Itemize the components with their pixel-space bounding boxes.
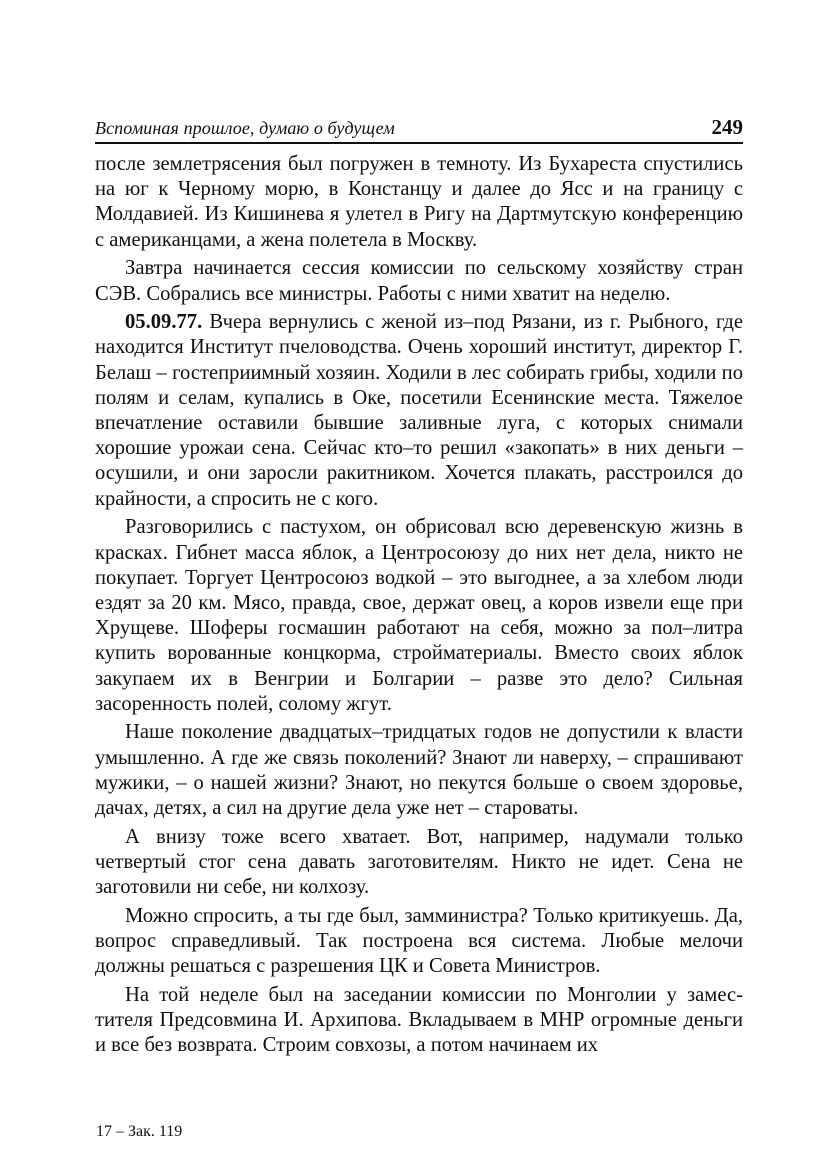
- paragraph-text: На той неделе был на заседании комиссии по Монголии у заместителя Предсовмина И. Архипова. Вкладываем в МНР огромные деньги и все без возврата. Строим совхозы, а потом начинаем их: [95, 984, 743, 1057]
- paragraph: [95, 152, 743, 253]
- paragraph-text: Завтра начинается сессия комиссии по сельскому хозяйству стран СЭВ. Собрались все министры. Работы с ними хватит на неделю.: [95, 257, 743, 305]
- paragraph: [95, 904, 743, 980]
- paragraph-text: Наше поколение двадцатых–тридцатых годов не допустили к власти умышленно. А где же связь поколений? Знают ли наверху, – спрашивают мужики, – о нашей жизни? Знают, но пекутся больше о своем здоровье, дачах, детях, а сил на другие дела уже нет – староваты.: [95, 721, 743, 820]
- page-header: [95, 112, 743, 144]
- paragraph-text: Можно спросить, а ты где был, замминистра? Только критикуешь. Да, вопрос справедливый. Так построена вся система. Любые мелочи должны решаться с разрешения ЦК и Совета Министров.: [95, 904, 743, 978]
- paragraph-text: Вчера вернулись с женой из–под Рязани, из г. Рыбного, где находится Институт пчеловодства. Очень хороший институт, директор Г. Белаш – гостеприимный хозяин. Ходили в лес собирать грибы, ходили по полям и селам, купались в Оке, посетили Есенинские места. Тяжелое впечатление оставили бывшие заливные луга, с которых снимали хорошие урожаи сена. Сейчас кто–то решил «закопать» в них деньги – осушили, и они заросли ракитником. Хочется плакать, расстроился до крайности, а спросить не с кого.: [95, 311, 743, 510]
- paragraph-text: А внизу тоже всего хватает. Вот, например, надумали только четвертый стог сена давать заготовителям. Никто не идет. Сена не заготовили ни себе, ни колхозу.: [95, 825, 743, 899]
- paragraph: [95, 256, 743, 306]
- running-head: Вспоминая прошлое, думаю о будущем: [95, 118, 395, 138]
- diary-date: 05.09.77.: [125, 311, 203, 334]
- paragraph: [95, 720, 743, 821]
- paragraph-text: после землетрясения был погружен в темноту. Из Бухареста спустились на юг к Черному морю, в Констанцу и далее до Ясс и на границу с Молдавией. Из Кишинева я улетел в Ригу на Дартмутскую конференцию с американцами, а жена полетела в Москву.: [95, 153, 743, 251]
- paragraph: [95, 983, 743, 1059]
- body-text: [95, 152, 743, 1062]
- printer-signature: 17 – Зак. 119: [96, 1123, 183, 1140]
- paragraph: [95, 825, 743, 901]
- paragraph: [95, 515, 743, 717]
- paragraph: [95, 310, 743, 512]
- paragraph-text: Разговорились с пастухом, он обрисовал всю деревенскую жизнь в красках. Гибнет масса яблок, а Центросоюзу до них нет дела, никто не покупает. Торгует Центросоюз водкой – это выгоднее, а за хлебом люди ездят за 20 км. Мясо, правда, свое, держат овец, а коров извели еще при Хрущеве. Шоферы госмашин работают на себя, можно за пол–литра купить ворованные концкорма, стройматериалы. Вместо своих яблок закупаем их в Венгрии и Болгарии – разве это дело? Сильная засоренность полей, солому жгут.: [95, 516, 743, 715]
- page-number: 249: [711, 115, 743, 139]
